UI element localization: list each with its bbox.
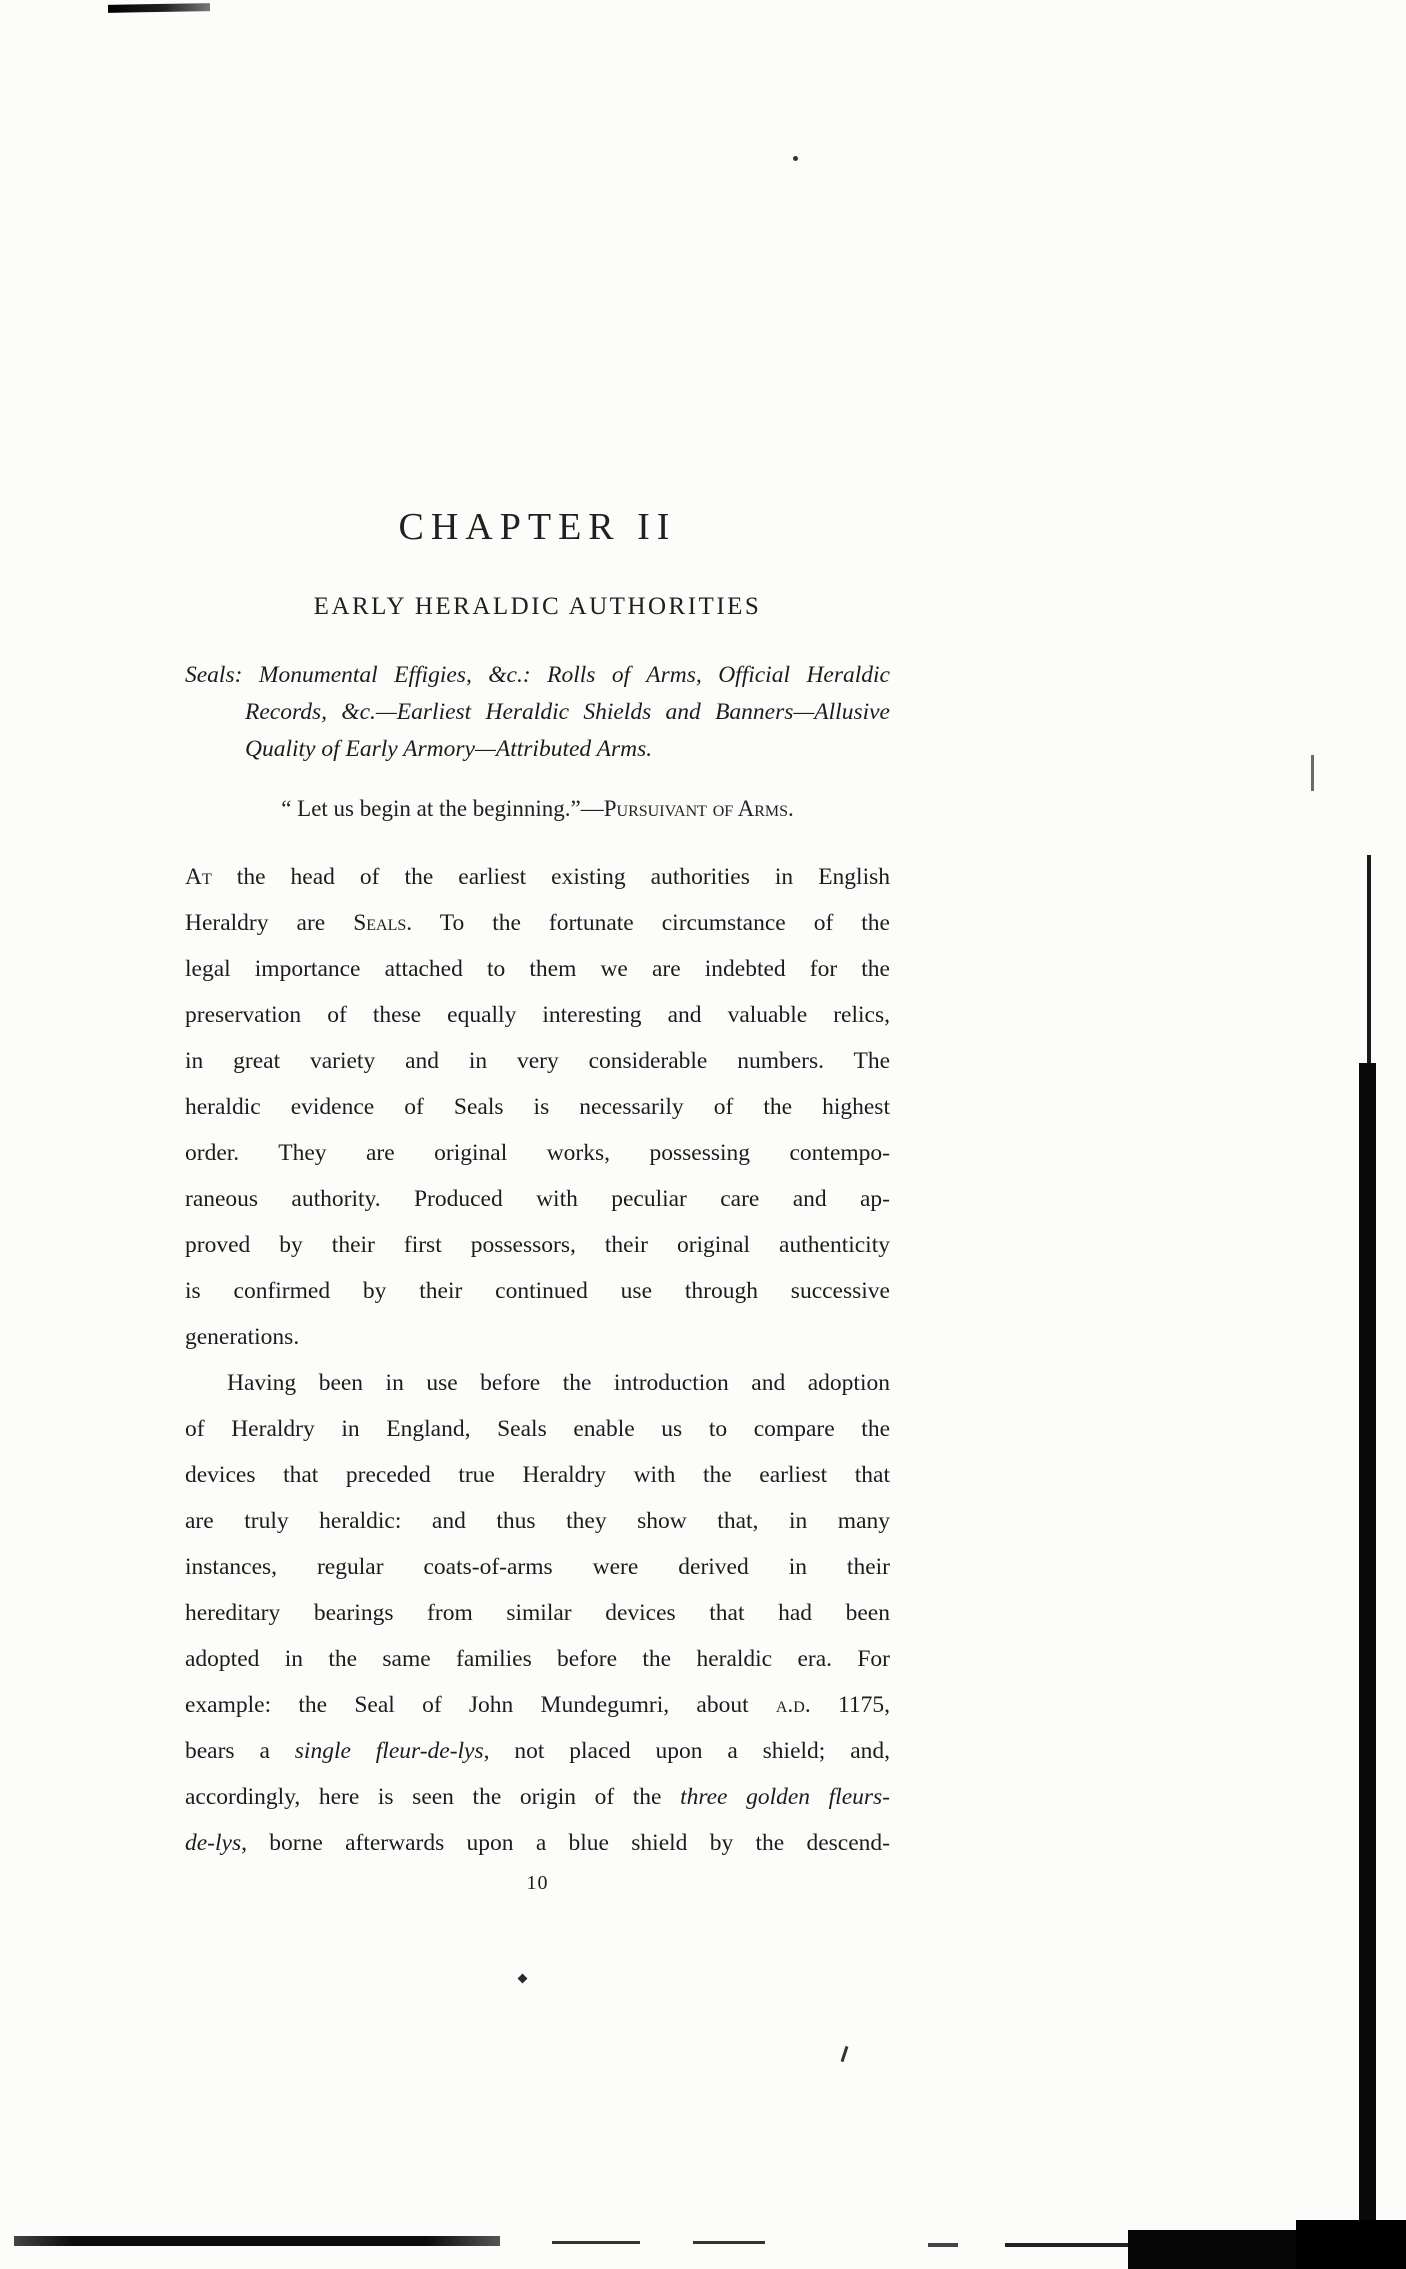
epigraph xyxy=(185,796,890,822)
text-line: of Heraldry in England, Seals enable us to compare the xyxy=(185,1416,890,1442)
section-heading: EARLY HERALDIC AUTHORITIES xyxy=(313,593,762,620)
text-line: raneous authority. Produced with peculiar care and ap- xyxy=(185,1186,890,1212)
epigraph-quote: “ Let us begin at the beginning.”— xyxy=(281,796,604,821)
paragraph-2 xyxy=(185,1360,890,1866)
scan-artifact-right-bar-thick xyxy=(1359,1063,1376,2269)
text-line: accordingly, here is seen the origin of the three golden fleurs- xyxy=(185,1784,890,1810)
text-line: is confirmed by their continued use through successive xyxy=(185,1278,890,1304)
text-line: order. They are original works, possessing contempo- xyxy=(185,1140,890,1166)
text-column xyxy=(185,505,890,1895)
scan-artifact-bottom-strip xyxy=(14,2236,500,2246)
chapter-heading: CHAPTER II xyxy=(398,506,677,548)
scan-artifact-top-dot xyxy=(793,156,798,161)
scan-artifact-margin-tick xyxy=(1311,755,1314,791)
scan-artifact-bottom-dash-2 xyxy=(693,2241,765,2244)
scan-artifact-right-bar-thin xyxy=(1367,855,1371,1070)
text-line: proved by their first possessors, their original authenticity xyxy=(185,1232,890,1258)
text-line: generations. xyxy=(185,1324,300,1350)
text-line: legal importance attached to them we are indebted for the xyxy=(185,956,890,982)
text-line: Having been in use before the introduction and adoption xyxy=(227,1370,890,1396)
scan-artifact-bottom-blob-2 xyxy=(1296,2220,1406,2269)
paragraph-1 xyxy=(185,854,890,1360)
page-number: 10 xyxy=(526,1872,549,1894)
scan-artifact-bottom-line-right xyxy=(1005,2243,1135,2247)
text-line: Heraldry are Seals. To the fortunate circumstance of the xyxy=(185,910,890,936)
text-line: in great variety and in very considerable numbers. The xyxy=(185,1048,890,1074)
text-line: Records, &c.—Earliest Heraldic Shields and Banners—Allusive xyxy=(245,699,890,725)
scan-artifact-bottom-dash-1 xyxy=(552,2241,640,2244)
text-line: example: the Seal of John Mundegumri, about a.d. 1175, xyxy=(185,1692,890,1718)
chapter-synopsis xyxy=(185,657,890,768)
body-text xyxy=(185,854,890,1866)
text-line: Seals: Monumental Effigies, &c.: Rolls of Arms, Official Heraldic xyxy=(185,662,890,688)
text-line: are truly heraldic: and thus they show that, in many xyxy=(185,1508,890,1534)
scan-artifact-bottom-dash-3 xyxy=(928,2243,958,2247)
text-line: adopted in the same families before the heraldic era. For xyxy=(185,1646,890,1672)
text-line: bears a single fleur-de-lys, not placed upon a shield; and, xyxy=(185,1738,890,1764)
text-line: At the head of the earliest existing authorities in English xyxy=(185,864,890,890)
scan-artifact-slash xyxy=(841,2046,849,2062)
text-line: preservation of these equally interesting and valuable relics, xyxy=(185,1002,890,1028)
text-line: hereditary bearings from similar devices that had been xyxy=(185,1600,890,1626)
text-line: de-lys, borne afterwards upon a blue shield by the descend- xyxy=(185,1830,890,1856)
text-line: instances, regular coats-of-arms were derived in their xyxy=(185,1554,890,1580)
scan-artifact-top-left-mark xyxy=(108,3,210,13)
text-line: heraldic evidence of Seals is necessarily of the highest xyxy=(185,1094,890,1120)
text-line: devices that preceded true Heraldry with the earliest that xyxy=(185,1462,890,1488)
epigraph-attribution: Pursuivant of Arms. xyxy=(603,796,794,821)
text-line: Quality of Early Armory—Attributed Arms. xyxy=(245,736,653,762)
scan-artifact-speck xyxy=(518,1974,528,1984)
